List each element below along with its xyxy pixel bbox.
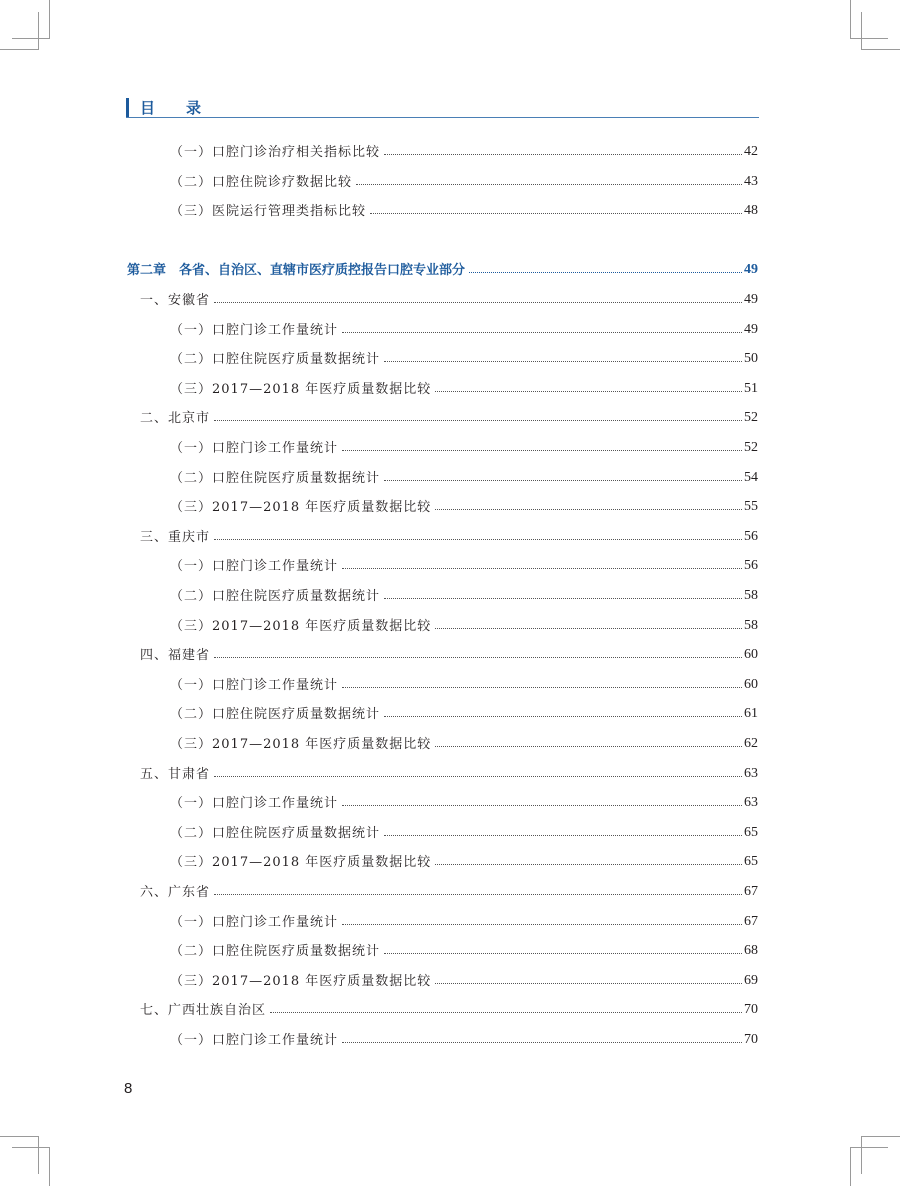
toc-subsection-entry[interactable]	[170, 197, 758, 219]
dot-leader	[384, 835, 742, 836]
dot-leader	[342, 568, 742, 569]
toc-entry-label: （二）口腔住院医疗质量数据统计	[170, 470, 381, 486]
toc-entry-label: （二）口腔住院医疗质量数据统计	[170, 589, 381, 604]
toc-entry-page: 49	[744, 262, 758, 278]
dot-leader	[384, 480, 742, 481]
toc-subsection-entry[interactable]	[170, 434, 758, 456]
toc-entry-page: 55	[744, 499, 758, 515]
toc-section-entry[interactable]	[140, 996, 758, 1018]
toc-entry-page: 42	[744, 144, 758, 159]
toc-subsection-entry[interactable]	[170, 168, 758, 190]
toc-entry-label: 七、广西壮族自治区	[140, 1003, 267, 1019]
toc-entry-label: （一）口腔门诊工作量统计	[170, 441, 339, 456]
dot-leader	[214, 539, 742, 540]
toc-subsection-entry[interactable]	[170, 937, 758, 959]
toc-entry-page: 49	[744, 321, 758, 337]
toc-entry-label: （二）口腔住院医疗质量数据统计	[170, 707, 381, 723]
toc-subsection-entry[interactable]	[170, 612, 758, 634]
toc-subsection-entry[interactable]	[170, 1026, 758, 1048]
dot-leader	[435, 864, 742, 865]
toc-entry-page: 67	[744, 913, 758, 929]
toc-entry-label: （一）口腔门诊工作量统计	[170, 796, 339, 812]
dot-leader	[384, 154, 742, 155]
dot-leader	[384, 716, 742, 717]
toc-entry-page: 65	[744, 824, 758, 840]
toc-subsection-entry[interactable]	[170, 552, 758, 574]
dot-leader	[384, 361, 742, 362]
toc-entry-page: 52	[744, 440, 758, 455]
toc-subsection-entry[interactable]	[170, 138, 758, 160]
toc-entry-label: （三）2017—2018 年医疗质量数据比较	[170, 973, 432, 989]
dot-leader	[342, 1042, 742, 1043]
toc-entry-label: 一、安徽省	[140, 293, 211, 308]
toc-entry-page: 61	[744, 706, 758, 722]
toc-subsection-entry[interactable]	[170, 700, 758, 722]
toc-subsection-entry[interactable]	[170, 819, 758, 841]
toc-entry-label: 二、北京市	[140, 411, 211, 427]
toc-entry-page: 52	[744, 410, 758, 426]
toc-section-entry[interactable]	[140, 404, 758, 426]
page-header	[126, 98, 759, 118]
toc-entry-page: 63	[744, 765, 758, 781]
dot-leader	[384, 598, 742, 599]
toc-entry-label: 六、广东省	[140, 885, 211, 900]
dot-leader	[270, 1012, 742, 1013]
toc-subsection-entry[interactable]	[170, 316, 758, 338]
toc-entry-label: （三）医院运行管理类指标比较	[170, 204, 367, 220]
toc-entry-page: 56	[744, 558, 758, 574]
dot-leader	[435, 628, 742, 629]
toc-entry-label: （二）口腔住院医疗质量数据统计	[170, 825, 381, 841]
page-number: 8	[124, 1080, 133, 1097]
dot-leader	[214, 776, 742, 777]
dot-leader	[370, 213, 742, 214]
toc-entry-page: 49	[744, 292, 758, 307]
toc-entry-label: 第二章 各省、自治区、直辖市医疗质控报告口腔专业部分	[127, 263, 466, 279]
dot-leader	[342, 450, 742, 451]
toc-entry-label: 四、福建省	[140, 648, 211, 664]
toc-entry-page: 65	[744, 854, 758, 870]
toc-subsection-entry[interactable]	[170, 345, 758, 367]
toc-entry-label: （一）口腔门诊治疗相关指标比较	[170, 145, 381, 160]
toc-entry-page: 56	[744, 528, 758, 544]
toc-subsection-entry[interactable]	[170, 848, 758, 870]
toc-entry-page: 70	[744, 1032, 758, 1047]
toc-chapter-entry[interactable]	[127, 256, 758, 278]
toc-entry-page: 69	[744, 972, 758, 988]
dot-leader	[435, 746, 742, 747]
toc-entry-label: （二）口腔住院诊疗数据比较	[170, 174, 353, 190]
toc-entry-label: （三）2017—2018 年医疗质量数据比较	[170, 855, 432, 871]
toc-subsection-entry[interactable]	[170, 908, 758, 930]
dot-leader	[342, 805, 742, 806]
toc-entry-label: （三）2017—2018 年医疗质量数据比较	[170, 500, 432, 516]
header-title-part-2: 录	[186, 99, 202, 117]
dot-leader	[342, 687, 742, 688]
toc-subsection-entry[interactable]	[170, 671, 758, 693]
toc-entry-label: （三）2017—2018 年医疗质量数据比较	[170, 381, 432, 397]
dot-leader	[342, 924, 742, 925]
toc-entry-label: （一）口腔门诊工作量统计	[170, 914, 339, 930]
toc-entry-label: （三）2017—2018 年医疗质量数据比较	[170, 737, 432, 752]
toc-subsection-entry[interactable]	[170, 493, 758, 515]
toc-subsection-entry[interactable]	[170, 967, 758, 989]
dot-leader	[214, 302, 742, 303]
dot-leader	[214, 657, 742, 658]
toc-entry-label: 三、重庆市	[140, 529, 211, 545]
toc-entry-label: （一）口腔门诊工作量统计	[170, 1033, 339, 1048]
toc-entry-label: （三）2017—2018 年医疗质量数据比较	[170, 618, 432, 634]
toc-entry-label: 五、甘肃省	[140, 766, 211, 782]
toc-entry-page: 51	[744, 380, 758, 396]
toc-entry-label: （二）口腔住院医疗质量数据统计	[170, 944, 381, 960]
toc-subsection-entry[interactable]	[170, 730, 758, 752]
header-title-part-1: 目	[140, 99, 156, 117]
toc-entry-page: 43	[744, 173, 758, 189]
toc-entry-page: 58	[744, 617, 758, 633]
toc-entry-label: （一）口腔门诊工作量统计	[170, 322, 339, 338]
toc-section-entry[interactable]	[140, 641, 758, 663]
toc-subsection-entry[interactable]	[170, 582, 758, 604]
toc-entry-label: （一）口腔门诊工作量统计	[170, 677, 339, 693]
toc-entry-label: （一）口腔门诊工作量统计	[170, 559, 339, 575]
toc-section-entry[interactable]	[140, 878, 758, 900]
toc-section-entry[interactable]	[140, 760, 758, 782]
toc-entry-page: 48	[744, 203, 758, 219]
dot-leader	[214, 420, 742, 421]
toc-section-entry[interactable]	[140, 286, 758, 308]
toc-subsection-entry[interactable]	[170, 464, 758, 486]
toc-entry-label: （二）口腔住院医疗质量数据统计	[170, 352, 381, 368]
dot-leader	[435, 509, 742, 510]
toc-entry-page: 60	[744, 676, 758, 692]
toc-entry-page: 54	[744, 469, 758, 485]
toc-entry-page: 50	[744, 351, 758, 367]
dot-leader	[435, 983, 742, 984]
dot-leader	[435, 391, 742, 392]
toc-entry-page: 63	[744, 795, 758, 811]
toc-section-entry[interactable]	[140, 523, 758, 545]
dot-leader	[214, 894, 742, 895]
toc-subsection-entry[interactable]	[170, 789, 758, 811]
dot-leader	[469, 272, 742, 273]
toc-entry-page: 67	[744, 884, 758, 899]
toc-entry-page: 60	[744, 647, 758, 663]
dot-leader	[342, 332, 742, 333]
toc-entry-page: 58	[744, 588, 758, 603]
dot-leader	[384, 953, 742, 954]
dot-leader	[356, 184, 742, 185]
header-accent-bar	[126, 98, 129, 117]
toc-entry-page: 70	[744, 1002, 758, 1018]
toc-entry-page: 62	[744, 736, 758, 751]
toc-subsection-entry[interactable]	[170, 375, 758, 397]
toc-entry-page: 68	[744, 943, 758, 959]
